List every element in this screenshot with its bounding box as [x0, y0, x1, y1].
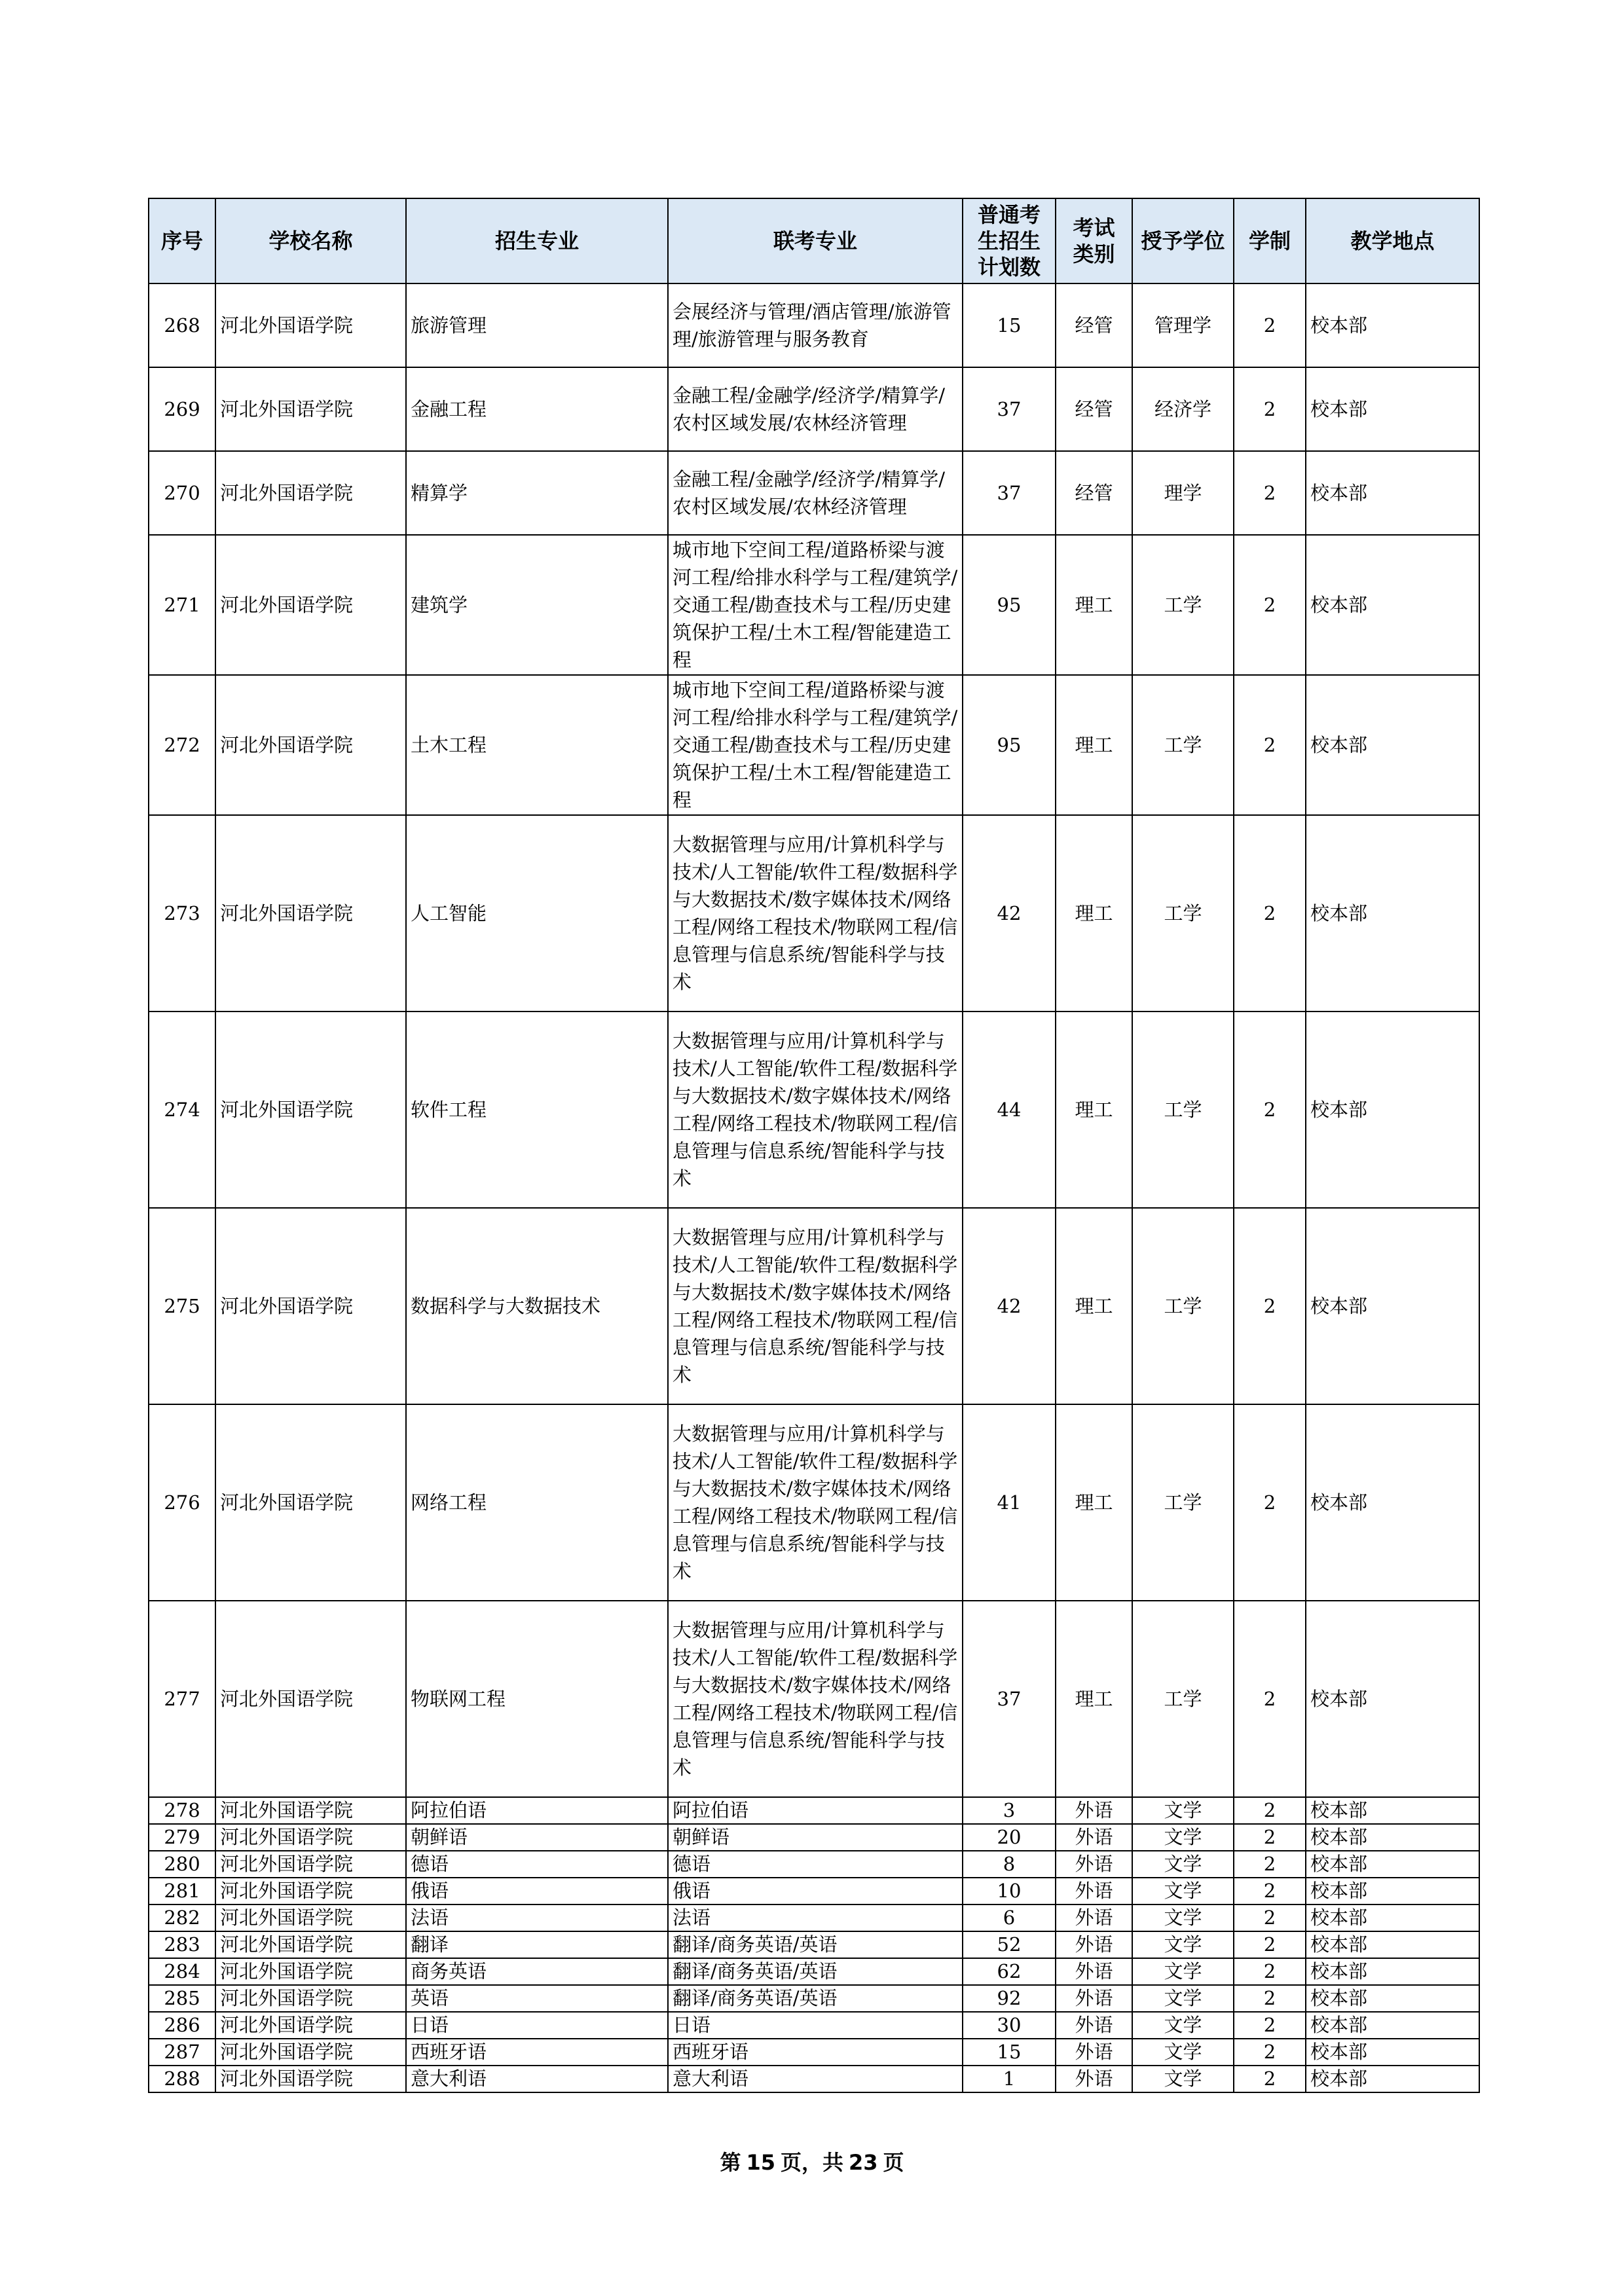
- cell-joint-major: 大数据管理与应用/计算机科学与技术/人工智能/软件工程/数据科学与大数据技术/数字媒体技术/网络工程/网络工程技术/物联网工程/信息管理与信息系统/智能科学与技术: [668, 1404, 963, 1601]
- footer-suffix: 页: [883, 2150, 904, 2175]
- table-row: [149, 1404, 1479, 1601]
- cell-school: 河北外国语学院: [215, 535, 406, 675]
- cell-joint-major: 翻译/商务英语/英语: [668, 1958, 963, 1985]
- table-row: [149, 2039, 1479, 2066]
- cell-plan-count: 37: [963, 451, 1056, 535]
- cell-location: 校本部: [1306, 675, 1479, 815]
- cell-degree: 工学: [1132, 1404, 1234, 1601]
- cell-seq: 285: [149, 1985, 215, 2012]
- table-row: [149, 1878, 1479, 1904]
- cell-joint-major: 会展经济与管理/酒店管理/旅游管理/旅游管理与服务教育: [668, 283, 963, 367]
- cell-joint-major: 朝鲜语: [668, 1824, 963, 1851]
- cell-major: 法语: [406, 1904, 668, 1931]
- cell-location: 校本部: [1306, 1404, 1479, 1601]
- header-exam-line: 类别: [1073, 242, 1115, 266]
- cell-exam-category: 外语: [1056, 1851, 1132, 1878]
- cell-joint-major: 意大利语: [668, 2066, 963, 2092]
- header-exam-line: 考试: [1073, 215, 1115, 240]
- cell-years: 2: [1234, 2039, 1306, 2066]
- table-row: [149, 1851, 1479, 1878]
- cell-years: 2: [1234, 1404, 1306, 1601]
- cell-location: 校本部: [1306, 1851, 1479, 1878]
- cell-seq: 274: [149, 1011, 215, 1208]
- table-body: [149, 283, 1479, 2092]
- cell-location: 校本部: [1306, 1797, 1479, 1824]
- cell-major: 俄语: [406, 1878, 668, 1904]
- cell-school: 河北外国语学院: [215, 675, 406, 815]
- cell-plan-count: 92: [963, 1985, 1056, 2012]
- cell-years: 2: [1234, 367, 1306, 451]
- cell-seq: 286: [149, 2012, 215, 2039]
- footer-total-pages: 23: [849, 2150, 878, 2175]
- cell-location: 校本部: [1306, 283, 1479, 367]
- table-row: [149, 1797, 1479, 1824]
- cell-years: 2: [1234, 675, 1306, 815]
- cell-major: 阿拉伯语: [406, 1797, 668, 1824]
- cell-major: 金融工程: [406, 367, 668, 451]
- cell-seq: 283: [149, 1931, 215, 1958]
- cell-exam-category: 外语: [1056, 1958, 1132, 1985]
- cell-years: 2: [1234, 1208, 1306, 1404]
- cell-exam-category: 外语: [1056, 1824, 1132, 1851]
- footer-mid: 页，共: [780, 2150, 843, 2175]
- cell-years: 2: [1234, 1904, 1306, 1931]
- cell-plan-count: 15: [963, 283, 1056, 367]
- cell-years: 2: [1234, 2066, 1306, 2092]
- cell-exam-category: 外语: [1056, 2039, 1132, 2066]
- cell-plan-count: 62: [963, 1958, 1056, 1985]
- cell-degree: 工学: [1132, 1601, 1234, 1797]
- cell-location: 校本部: [1306, 1904, 1479, 1931]
- cell-school: 河北外国语学院: [215, 1404, 406, 1601]
- cell-degree: 文学: [1132, 2039, 1234, 2066]
- cell-plan-count: 15: [963, 2039, 1056, 2066]
- cell-years: 2: [1234, 1958, 1306, 1985]
- cell-plan-count: 42: [963, 1208, 1056, 1404]
- cell-seq: 279: [149, 1824, 215, 1851]
- cell-school: 河北外国语学院: [215, 2012, 406, 2039]
- cell-seq: 273: [149, 815, 215, 1011]
- header-years: 学制: [1234, 198, 1306, 283]
- cell-joint-major: 翻译/商务英语/英语: [668, 1985, 963, 2012]
- table-row: [149, 1985, 1479, 2012]
- header-exam-category: [1056, 198, 1132, 283]
- cell-years: 2: [1234, 815, 1306, 1011]
- cell-exam-category: 外语: [1056, 1985, 1132, 2012]
- cell-major: 土木工程: [406, 675, 668, 815]
- cell-exam-category: 外语: [1056, 1797, 1132, 1824]
- cell-degree: 文学: [1132, 1824, 1234, 1851]
- cell-plan-count: 1: [963, 2066, 1056, 2092]
- cell-major: 翻译: [406, 1931, 668, 1958]
- cell-years: 2: [1234, 1011, 1306, 1208]
- header-plan-count: [963, 198, 1056, 283]
- cell-degree: 文学: [1132, 1851, 1234, 1878]
- cell-location: 校本部: [1306, 1985, 1479, 2012]
- cell-plan-count: 3: [963, 1797, 1056, 1824]
- cell-plan-count: 37: [963, 1601, 1056, 1797]
- cell-plan-count: 42: [963, 815, 1056, 1011]
- cell-plan-count: 41: [963, 1404, 1056, 1601]
- cell-plan-count: 10: [963, 1878, 1056, 1904]
- cell-major: 人工智能: [406, 815, 668, 1011]
- table-row: [149, 283, 1479, 367]
- cell-years: 2: [1234, 451, 1306, 535]
- cell-degree: 工学: [1132, 1011, 1234, 1208]
- cell-exam-category: 理工: [1056, 1404, 1132, 1601]
- cell-years: 2: [1234, 283, 1306, 367]
- cell-school: 河北外国语学院: [215, 1851, 406, 1878]
- cell-joint-major: 金融工程/金融学/经济学/精算学/农村区域发展/农林经济管理: [668, 451, 963, 535]
- cell-seq: 270: [149, 451, 215, 535]
- cell-degree: 文学: [1132, 1958, 1234, 1985]
- cell-seq: 276: [149, 1404, 215, 1601]
- cell-exam-category: 外语: [1056, 1931, 1132, 1958]
- cell-years: 2: [1234, 1878, 1306, 1904]
- cell-degree: 文学: [1132, 1985, 1234, 2012]
- cell-major: 德语: [406, 1851, 668, 1878]
- cell-seq: 271: [149, 535, 215, 675]
- cell-major: 日语: [406, 2012, 668, 2039]
- cell-exam-category: 理工: [1056, 675, 1132, 815]
- table-row: [149, 367, 1479, 451]
- cell-location: 校本部: [1306, 451, 1479, 535]
- cell-seq: 268: [149, 283, 215, 367]
- cell-school: 河北外国语学院: [215, 1824, 406, 1851]
- footer-current-page: 15: [746, 2150, 775, 2175]
- header-location: 教学地点: [1306, 198, 1479, 283]
- cell-location: 校本部: [1306, 1958, 1479, 1985]
- cell-location: 校本部: [1306, 2039, 1479, 2066]
- cell-exam-category: 理工: [1056, 1208, 1132, 1404]
- cell-seq: 278: [149, 1797, 215, 1824]
- cell-school: 河北外国语学院: [215, 1011, 406, 1208]
- footer-prefix: 第: [720, 2150, 741, 2175]
- cell-years: 2: [1234, 1824, 1306, 1851]
- cell-exam-category: 理工: [1056, 535, 1132, 675]
- cell-exam-category: 理工: [1056, 1011, 1132, 1208]
- cell-school: 河北外国语学院: [215, 1985, 406, 2012]
- cell-location: 校本部: [1306, 1011, 1479, 1208]
- cell-seq: 284: [149, 1958, 215, 1985]
- cell-school: 河北外国语学院: [215, 1797, 406, 1824]
- cell-seq: 275: [149, 1208, 215, 1404]
- cell-location: 校本部: [1306, 535, 1479, 675]
- page-footer: [0, 2146, 1624, 2176]
- cell-joint-major: 金融工程/金融学/经济学/精算学/农村区域发展/农林经济管理: [668, 367, 963, 451]
- cell-plan-count: 8: [963, 1851, 1056, 1878]
- header-joint-major: 联考专业: [668, 198, 963, 283]
- cell-exam-category: 外语: [1056, 2066, 1132, 2092]
- cell-major: 英语: [406, 1985, 668, 2012]
- table-row: [149, 1208, 1479, 1404]
- cell-major: 意大利语: [406, 2066, 668, 2092]
- cell-location: 校本部: [1306, 1601, 1479, 1797]
- cell-school: 河北外国语学院: [215, 815, 406, 1011]
- cell-school: 河北外国语学院: [215, 283, 406, 367]
- cell-plan-count: 52: [963, 1931, 1056, 1958]
- cell-location: 校本部: [1306, 1824, 1479, 1851]
- cell-school: 河北外国语学院: [215, 1878, 406, 1904]
- cell-plan-count: 44: [963, 1011, 1056, 1208]
- cell-major: 旅游管理: [406, 283, 668, 367]
- cell-major: 软件工程: [406, 1011, 668, 1208]
- cell-exam-category: 外语: [1056, 1878, 1132, 1904]
- cell-plan-count: 30: [963, 2012, 1056, 2039]
- cell-joint-major: 大数据管理与应用/计算机科学与技术/人工智能/软件工程/数据科学与大数据技术/数字媒体技术/网络工程/网络工程技术/物联网工程/信息管理与信息系统/智能科学与技术: [668, 1208, 963, 1404]
- cell-major: 建筑学: [406, 535, 668, 675]
- header-seq: 序号: [149, 198, 215, 283]
- cell-years: 2: [1234, 1931, 1306, 1958]
- cell-major: 网络工程: [406, 1404, 668, 1601]
- cell-years: 2: [1234, 1985, 1306, 2012]
- cell-school: 河北外国语学院: [215, 1931, 406, 1958]
- cell-joint-major: 德语: [668, 1851, 963, 1878]
- cell-degree: 文学: [1132, 1931, 1234, 1958]
- cell-school: 河北外国语学院: [215, 367, 406, 451]
- table-row: [149, 675, 1479, 815]
- cell-seq: 287: [149, 2039, 215, 2066]
- table-row: [149, 1011, 1479, 1208]
- cell-seq: 277: [149, 1601, 215, 1797]
- cell-plan-count: 95: [963, 675, 1056, 815]
- enrollment-table: [148, 198, 1480, 2093]
- cell-exam-category: 理工: [1056, 1601, 1132, 1797]
- cell-major: 物联网工程: [406, 1601, 668, 1797]
- header-major: 招生专业: [406, 198, 668, 283]
- cell-degree: 文学: [1132, 1904, 1234, 1931]
- cell-major: 朝鲜语: [406, 1824, 668, 1851]
- cell-exam-category: 经管: [1056, 283, 1132, 367]
- cell-joint-major: 法语: [668, 1904, 963, 1931]
- cell-years: 2: [1234, 1851, 1306, 1878]
- cell-seq: 269: [149, 367, 215, 451]
- table-row: [149, 2012, 1479, 2039]
- cell-exam-category: 经管: [1056, 451, 1132, 535]
- cell-school: 河北外国语学院: [215, 451, 406, 535]
- cell-location: 校本部: [1306, 1931, 1479, 1958]
- header-plan-line: 生招生: [977, 228, 1041, 253]
- table-row: [149, 1958, 1479, 1985]
- table-row: [149, 815, 1479, 1011]
- cell-years: 2: [1234, 535, 1306, 675]
- cell-degree: 文学: [1132, 2012, 1234, 2039]
- cell-degree: 经济学: [1132, 367, 1234, 451]
- cell-plan-count: 37: [963, 367, 1056, 451]
- cell-joint-major: 大数据管理与应用/计算机科学与技术/人工智能/软件工程/数据科学与大数据技术/数字媒体技术/网络工程/网络工程技术/物联网工程/信息管理与信息系统/智能科学与技术: [668, 1601, 963, 1797]
- cell-school: 河北外国语学院: [215, 2066, 406, 2092]
- cell-years: 2: [1234, 1601, 1306, 1797]
- cell-degree: 理学: [1132, 451, 1234, 535]
- cell-joint-major: 大数据管理与应用/计算机科学与技术/人工智能/软件工程/数据科学与大数据技术/数字媒体技术/网络工程/网络工程技术/物联网工程/信息管理与信息系统/智能科学与技术: [668, 1011, 963, 1208]
- table-row: [149, 1824, 1479, 1851]
- cell-exam-category: 理工: [1056, 815, 1132, 1011]
- cell-degree: 文学: [1132, 1878, 1234, 1904]
- cell-location: 校本部: [1306, 2066, 1479, 2092]
- header-school: 学校名称: [215, 198, 406, 283]
- cell-degree: 工学: [1132, 1208, 1234, 1404]
- table-row: [149, 535, 1479, 675]
- cell-joint-major: 日语: [668, 2012, 963, 2039]
- cell-joint-major: 大数据管理与应用/计算机科学与技术/人工智能/软件工程/数据科学与大数据技术/数字媒体技术/网络工程/网络工程技术/物联网工程/信息管理与信息系统/智能科学与技术: [668, 815, 963, 1011]
- cell-location: 校本部: [1306, 1878, 1479, 1904]
- cell-seq: 288: [149, 2066, 215, 2092]
- cell-school: 河北外国语学院: [215, 1958, 406, 1985]
- cell-joint-major: 俄语: [668, 1878, 963, 1904]
- cell-major: 数据科学与大数据技术: [406, 1208, 668, 1404]
- cell-school: 河北外国语学院: [215, 2039, 406, 2066]
- cell-school: 河北外国语学院: [215, 1904, 406, 1931]
- cell-joint-major: 阿拉伯语: [668, 1797, 963, 1824]
- cell-plan-count: 6: [963, 1904, 1056, 1931]
- cell-seq: 280: [149, 1851, 215, 1878]
- cell-school: 河北外国语学院: [215, 1601, 406, 1797]
- header-plan-line: 计划数: [977, 255, 1041, 280]
- cell-seq: 272: [149, 675, 215, 815]
- cell-degree: 管理学: [1132, 283, 1234, 367]
- cell-seq: 281: [149, 1878, 215, 1904]
- table-header-row: [149, 198, 1479, 283]
- cell-joint-major: 西班牙语: [668, 2039, 963, 2066]
- cell-exam-category: 外语: [1056, 1904, 1132, 1931]
- cell-exam-category: 经管: [1056, 367, 1132, 451]
- cell-years: 2: [1234, 1797, 1306, 1824]
- header-plan-line: 普通考: [977, 202, 1041, 227]
- cell-joint-major: 城市地下空间工程/道路桥梁与渡河工程/给排水科学与工程/建筑学/交通工程/勘查技术与工程/历史建筑保护工程/土木工程/智能建造工程: [668, 535, 963, 675]
- cell-major: 西班牙语: [406, 2039, 668, 2066]
- table-row: [149, 1931, 1479, 1958]
- cell-degree: 工学: [1132, 675, 1234, 815]
- cell-degree: 文学: [1132, 2066, 1234, 2092]
- table-row: [149, 2066, 1479, 2092]
- cell-major: 精算学: [406, 451, 668, 535]
- cell-location: 校本部: [1306, 2012, 1479, 2039]
- cell-joint-major: 翻译/商务英语/英语: [668, 1931, 963, 1958]
- cell-degree: 工学: [1132, 815, 1234, 1011]
- table-row: [149, 451, 1479, 535]
- table-row: [149, 1601, 1479, 1797]
- cell-degree: 工学: [1132, 535, 1234, 675]
- cell-degree: 文学: [1132, 1797, 1234, 1824]
- cell-location: 校本部: [1306, 815, 1479, 1011]
- cell-joint-major: 城市地下空间工程/道路桥梁与渡河工程/给排水科学与工程/建筑学/交通工程/勘查技术与工程/历史建筑保护工程/土木工程/智能建造工程: [668, 675, 963, 815]
- header-degree: 授予学位: [1132, 198, 1234, 283]
- cell-location: 校本部: [1306, 1208, 1479, 1404]
- cell-plan-count: 95: [963, 535, 1056, 675]
- cell-location: 校本部: [1306, 367, 1479, 451]
- cell-school: 河北外国语学院: [215, 1208, 406, 1404]
- cell-plan-count: 20: [963, 1824, 1056, 1851]
- table-row: [149, 1904, 1479, 1931]
- cell-exam-category: 外语: [1056, 2012, 1132, 2039]
- cell-years: 2: [1234, 2012, 1306, 2039]
- cell-major: 商务英语: [406, 1958, 668, 1985]
- cell-seq: 282: [149, 1904, 215, 1931]
